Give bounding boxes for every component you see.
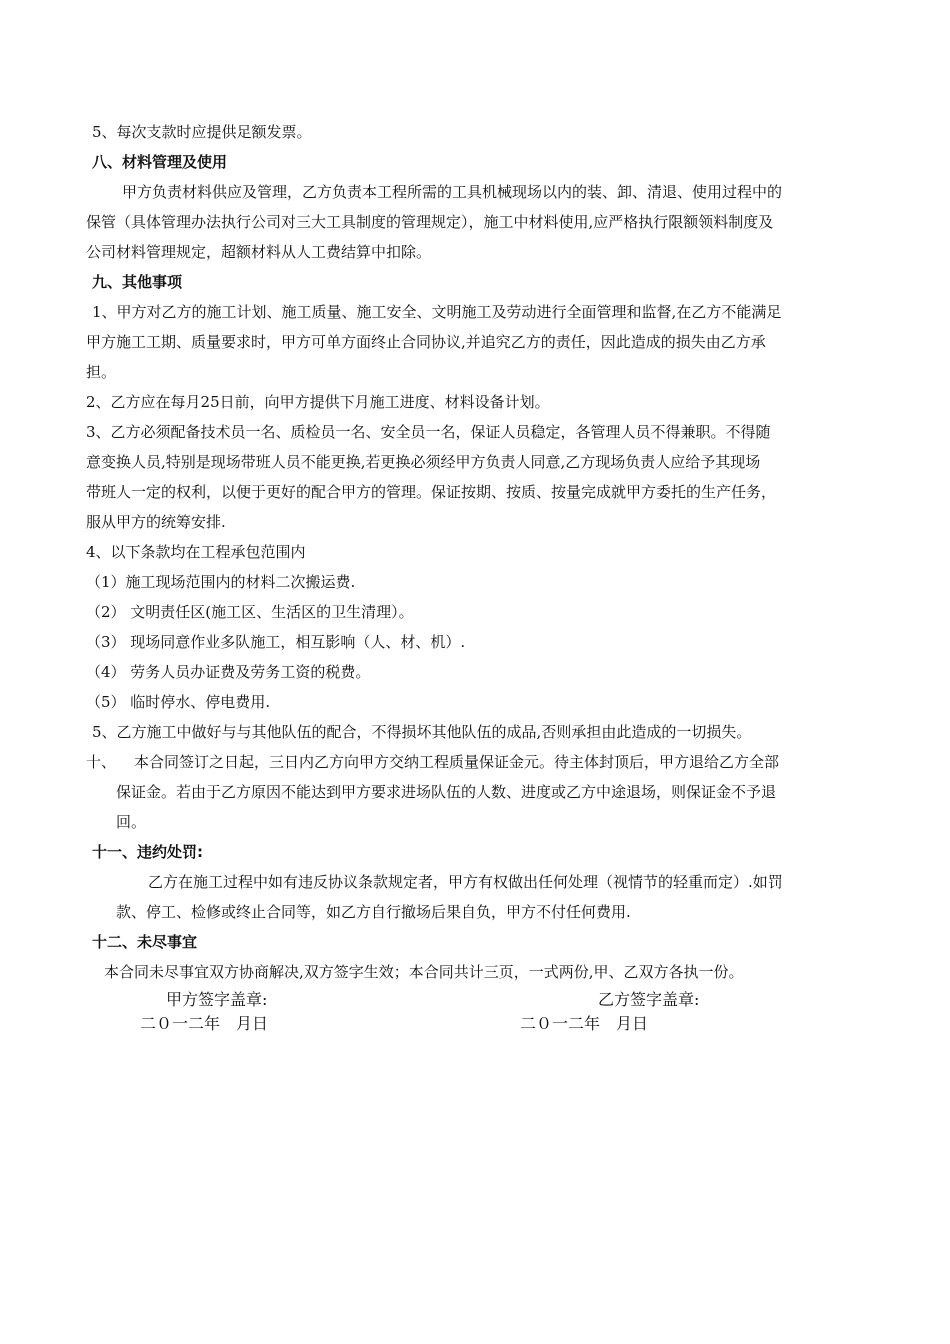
section-8-paragraph-line: 甲方负责材料供应及管理，乙方负责本工程所需的工具机械现场以内的装、卸、清退、使用过程中的	[122, 183, 783, 201]
party-b-date: 二０一二年 月日	[520, 1014, 649, 1033]
scope-subitem: （2） 文明责任区(施工区、生活区的卫生清理）。	[86, 603, 414, 621]
section-9-item-3-line: 3、乙方必须配备技术员一名、质检员一名、安全员一名，保证人员稳定，各管理人员不得兼职。不得随	[86, 423, 771, 441]
scope-subitem: （4） 劳务人员办证费及劳务工资的税费。	[86, 663, 371, 681]
scope-subitem: （1）施工现场范围内的材料二次搬运费.	[86, 573, 356, 591]
section-9-item-2: 2、乙方应在每月25日前，向甲方提供下月施工进度、材料设备计划。	[86, 393, 550, 411]
section-10-line: 本合同签订之日起，三日内乙方向甲方交纳工程质量保证金元。待主体封顶后，甲方退给乙方全部	[134, 753, 780, 771]
section-9-item-4: 4、以下条款均在工程承包范围内	[86, 543, 306, 561]
scope-subitem: （5） 临时停水、停电费用.	[86, 693, 271, 711]
party-b-signature-label: 乙方签字盖章:	[598, 990, 700, 1009]
section-12-line: 本合同未尽事宜双方协商解决,双方签字生效；本合同共计三页，一式两份,甲、乙双方各执一份。	[104, 963, 744, 981]
section-8-paragraph-line: 公司材料管理规定，超额材料从人工费结算中扣除。	[86, 243, 432, 261]
section-9-heading: 九、其他事项	[92, 273, 183, 291]
section-11-heading: 十一、违约处罚:	[92, 843, 203, 861]
scope-subitem: （3） 现场同意作业多队施工，相互影响（人、材、机）.	[86, 633, 466, 651]
section-10-line: 保证金。若由于乙方原因不能达到甲方要求进场队伍的人数、进度或乙方中途退场，则保证金不予退	[116, 783, 777, 801]
section-12-heading: 十二、未尽事宜	[92, 933, 198, 951]
section-9-item-5: 5、乙方施工中做好与与其他队伍的配合，不得损坏其他队伍的成品,否则承担由此造成的一切损失。	[92, 723, 752, 741]
party-a-date: 二０一二年 月日	[140, 1014, 269, 1033]
section-10-line: 回。	[116, 813, 147, 831]
section-9-item-1-line: 1、甲方对乙方的施工计划、施工质量、施工安全、文明施工及劳动进行全面管理和监督,在乙方不能满足	[92, 303, 782, 321]
party-a-signature-label: 甲方签字盖章:	[166, 990, 268, 1009]
section-9-item-3-line: 意变换人员,特别是现场带班人员不能更换,若更换必须经甲方负责人同意,乙方现场负责人应给予其现场	[86, 453, 761, 471]
section-8-heading: 八、材料管理及使用	[92, 153, 228, 171]
section-9-item-1-line: 担。	[86, 363, 117, 381]
section-10-number: 十、	[86, 753, 117, 771]
section-11-line: 乙方在施工过程中如有违反协议条款规定者，甲方有权做出任何处理（视情节的轻重而定）.如罚	[148, 873, 783, 891]
section-9-item-3-line: 带班人一定的权利，以便于更好的配合甲方的管理。保证按期、按质、按量完成就甲方委托的生产任务，	[86, 483, 777, 501]
payment-invoice-clause: 5、每次支款时应提供足额发票。	[92, 123, 312, 141]
section-11-line: 款、停工、检修或终止合同等，如乙方自行撤场后果自负，甲方不付任何费用.	[116, 903, 631, 921]
section-9-item-1-line: 甲方施工工期、质量要求时，甲方可单方面终止合同协议,并追究乙方的责任，因此造成的损失由乙方承	[86, 333, 766, 351]
section-8-paragraph-line: 保管（具体管理办法执行公司对三大工具制度的管理规定），施工中材料使用,应严格执行限额领料制度及	[86, 213, 774, 231]
section-9-item-3-line: 服从甲方的统筹安排.	[86, 513, 226, 531]
